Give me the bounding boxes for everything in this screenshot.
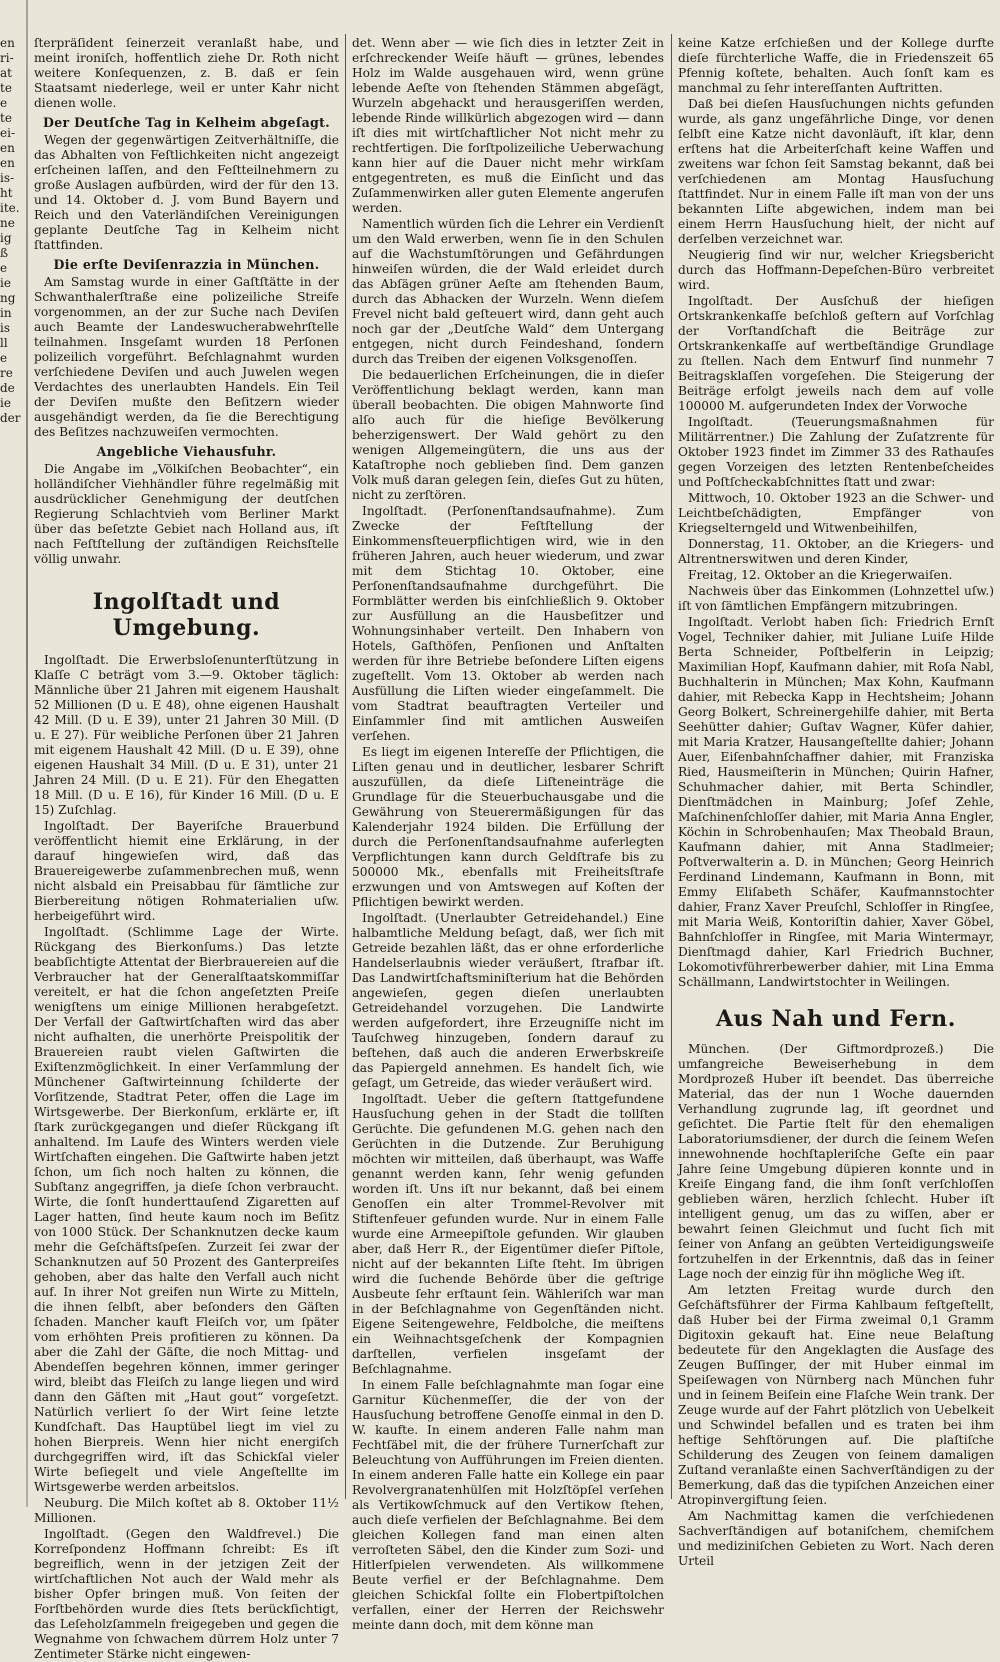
article-text: Am letzten Freitag wurde durch den Geſchäftsführer der Firma Kahlbaum feſtgeſtellt, daß Huber bei der Firma zweimal 0,1 Gramm Digitoxin gekauft hat. Eine neue Belaſtung bedeutete für den Angeklagten die Ausſage des Zeugen Buſſinger, der mit Huber einmal im Speiſewagen von Nürnberg nach München fuhr und in ſeinem Beiſein eine Flaſche Wein trank. Der Zeuge wurde auf der Fahrt plötzlich von Uebelkeit und Schwindel befallen und es traten bei ihm heftige Sehſtörungen auf. Die plaſtiſche Schilderung des Zeugen von ſeinem damaligen Zuſtand veranlaßte einen Sachverſtändigen zu der Bemerkung, daß das die typiſchen Anzeichen einer Atropinvergiftung ſeien. <box>678 1283 994 1507</box>
article-text: Daß bei dieſen Hausſuchungen nichts gefunden wurde, als ganz ungefährliche Dinge, vor denen ſelbſt eine Katze nicht davonläuft, iſt klar, denn erſtens hat die Arbeiterſchaft keine Waffen und zweitens war ſchon ſeit Samstag bekannt, daß bei verſchiedenen am Montag Hausſuchung ſtattfindet. Nur in einem Falle iſt man von der uns bekannten Liſte abgewichen, indem man bei einem Herrn Hausſuchung hielt, der nicht auf derſelben verzeichnet war. <box>678 97 994 246</box>
column-2 <box>352 36 664 1632</box>
article-text: Wegen der gegenwärtigen Zeitverhältniſſe, die das Abhalten von Feſtlichkeiten nicht angezeigt erſcheinen laſſen, and den Feſtteilnehmern zu große Auslagen aufbürden, wird der für den 13. und 14. Oktober d. J. vom Bund Bayern und Reich und den Vaterländiſchen Vereinigungen geplante Deutſche Tag in Kelheim nicht ſtattfinden. <box>34 133 339 252</box>
fragment-text: ei- <box>0 126 15 140</box>
article-text: Ingolſtadt. (Perſonenſtandsaufnahme). Zum Zwecke der Feſtſtellung der Einkommensſteuerpflichtigen wird, wie in den früheren Jahren, auch heuer wiederum, und zwar mit dem Stichtag 10. Oktober, eine Perſonenſtandsaufnahme durchgeführt. Die Formblätter werden bis einſchließlich 9. Oktober zur Ausfüllung an die Hausbeſitzer und Wohnungsinhaber verteilt. Den Inhabern von Hotels, Gaſthöfen, Penſionen und Anſtalten werden für ihre Betriebe beſondere Liſten eigens zugeſtellt. Vom 13. Oktober ab werden nach Ausfüllung die Liſten wieder eingeſammelt. Die vom Stadtrat beauftragten Verteiler und Einſammler ſind mit amtlichen Ausweiſen verſehen. <box>352 504 664 743</box>
fragment-text: te <box>0 111 12 125</box>
article-text: München. (Der Giftmordprozeß.) Die umfangreiche Beweiserhebung in dem Mordprozeß Huber iſt beendet. Das überreiche Material, das der nun 1 Woche dauernden Verhandlung zugrunde lag, iſt geordnet und geſichtet. Die Partie ſtelt für den ehemaligen Laboratoriumsdiener, der durch die ſeinem Weſen innewohnende hochſtapleriſche Geſte ein paar Jahre ſeine Umgebung düpieren konnte und in Kreiſe Eingang fand, die ihm ſonſt verſchloſſen geblieben wären, herzlich ſchlecht. Huber iſt intelligent genug, um das zu wiſſen, aber er bewahrt ſeinen Gleichmut und ſucht ſich mit ſeiner von Anfang an geübten Verteidigungsweiſe fortzuhelfen in der Erkenntnis, daß das in ſeiner Lage noch der einzig für ihn mögliche Weg iſt. <box>678 1042 994 1281</box>
article-text: Neuburg. Die Milch koſtet ab 8. Oktober 11½ Millionen. <box>34 1496 339 1525</box>
article-text: Nachweis über das Einkommen (Lohnzettel uſw.) iſt von ſämtlichen Empfängern mitzubringen. <box>678 584 994 613</box>
article-heading: Angebliche Viehausfuhr. <box>96 444 277 459</box>
article-text: Am Samstag wurde in einer Gaſtſtätte in der Schwanthalerſtraße eine polizeiliche Streife vorgenommen, an der zur Suche nach Deviſen auch Beamte der Landeswucherabwehrſtelle teilnahmen. Insgeſamt wurden 18 Perſonen polizeilich vorgeführt. Beſchlagnahmt wurden verſchiedene Deviſen und auch Juwelen wegen Verdachtes des unerlaubten Handels. Ein Teil der Deviſen mußte den Beſitzern wieder ausgehändigt werden, da ſie die Berechtigung des Beſitzes nachzuweiſen vermochten. <box>34 275 339 439</box>
fragment-text: ll <box>0 336 8 350</box>
fragment-text: re <box>0 366 13 380</box>
fragment-text: e <box>0 96 8 110</box>
column-rule <box>345 34 346 1499</box>
article-text: keine Katze erſchießen und der Kollege durfte dieſe fürchterliche Waffe, die in Friedenszeit 65 Pfennig koſtete, behalten. Auch ſonſt kam es manchmal zu ſehr intereſſanten Auftritten. <box>678 36 994 95</box>
article-text: Freitag, 12. Oktober an die Kriegerwaiſen. <box>688 568 953 582</box>
article-heading: Der Deutſche Tag in Kelheim abgeſagt. <box>43 115 330 130</box>
fragment-text: en <box>0 36 15 50</box>
fragment-text: ß <box>0 246 9 260</box>
article-text: Ingolſtadt. Der Ausſchuß der hieſigen Ortskrankenkaſſe beſchloß geſtern auf Vorſchlag der Vorſtandſchaft die Beiträge zur Ortskrankenkaſſe auf wertbeſtändige Grundlage zu ſtellen. Nach dem Entwurf ſind nunmehr 7 Beitragsklaſſen vorgeſehen. Die Steigerung der Beiträge erfolgt jeweils nach dem auf volle 100000 M. aufgerundeten Index der Vorwoche <box>678 294 994 413</box>
page-fold <box>26 0 28 1507</box>
fragment-text: de <box>0 381 15 395</box>
column-rule <box>671 34 672 1499</box>
fragment-text: ite. <box>0 201 20 215</box>
article-text: Mittwoch, 10. Oktober 1923 an die Schwer- und Leichtbeſchädigten, Empfänger von Kriegselterngeld und Witwenbeihilfen, <box>678 491 994 535</box>
article-text: ſterpräſident ſeinerzeit veranlaßt habe, und meint ironiſch, hoffentlich ziehe Dr. Roth nicht weitere Konſequenzen, z. B. daß er ſein Staatsamt niederlege, weil er unter Kahr nicht dienen wolle. <box>34 36 339 110</box>
article-text: Ingolſtadt. (Teuerungsmaßnahmen für Militärrentner.) Die Zahlung der Zuſatzrente für Oktober 1923 findet im Zimmer 33 des Rathauſes gegen Vorzeigen des letzten Rentenbeſcheides und Poſtſcheckabſchnittes ſtatt und zwar: <box>678 415 994 489</box>
article-text: Ingolſtadt. Ueber die geſtern ſtattgefundene Hausſuchung gehen in der Stadt die tollſten Gerüchte. Die gefundenen M.G. gehen nach den Gerüchten in die Dutzende. Zur Beruhigung möchten wir mitteilen, daß überhaupt, was Waffe genannt werden kann, ſehr wenig gefunden worden iſt. Uns iſt nur bekannt, daß bei einem Genoſſen ein alter Trommel-Revolver mit Stiftenfeuer gefunden wurde. Nur in einem Falle wurde eine Armeepiſtole gefunden. Wir glauben aber, daß Herr R., der Eigentümer dieſer Piſtole, nicht auf der bekannten Liſte ſteht. Im übrigen wird die ſuchende Behörde über die geſtrige Ausbeute ſehr erſtaunt ſein. Wähleriſch war man in der Beſchlagnahme von Gegenſtänden nicht. Eigene Seitengewehre, Feldbolche, die meiſtens ein Weihnachtsgeſchenk der Kompagnien darſtellen, verfielen insgeſamt der Beſchlagnahme. <box>352 1092 664 1376</box>
fragment-text: in <box>0 306 12 320</box>
fragment-text: e <box>0 261 8 275</box>
fragment-text: ie <box>0 276 11 290</box>
column-1 <box>34 36 339 1661</box>
fragment-text: at <box>0 66 12 80</box>
fragment-text: en <box>0 156 15 170</box>
fragment-text: is <box>0 321 10 335</box>
fragment-text: ri- <box>0 51 14 65</box>
fragment-text: ie <box>0 396 11 410</box>
article-text: Am Nachmittag kamen die verſchiedenen Sachverſtändigen auf botaniſchem, chemiſchem und mediziniſchen Gebieten zu Wort. Nach deren Urteil <box>678 1509 994 1568</box>
article-text: Donnerstag, 11. Oktober, an die Kriegers- und Altrentnerswitwen und deren Kinder, <box>678 537 994 566</box>
article-text: det. Wenn aber — wie ſich dies in letzter Zeit in erſchreckender Weiſe häuft — grünes, lebendes Holz im Walde ausgehauen wird, wenn grüne lebende Aeſte von ſtehenden Stämmen abgeſägt, Wurzeln abgehackt und herausgeriſſen werden, lebende Rinde willkürlich abgezogen wird — dann iſt dies mit wirtſchaftlicher Not nicht mehr zu rechtfertigen. Die forſtpolizeiliche Ueberwachung kann hier auf die Dauer nicht mehr wirkſam entgegentreten, es muß die Einſicht und das Zuſammenwirken aller guten Elemente angerufen werden. <box>352 36 664 215</box>
fragment-text: is- <box>0 171 15 185</box>
article-text: In einem Falle beſchlagnahmte man ſogar eine Garnitur Küchenmeſſer, die der von der Hausſuchung betroffene Genoſſe einmal in den D. W. kaufte. In einem anderen Falle nahm man Fechtſäbel mit, die der frühere Turnerſchaft zur Beleuchtung von Aufführungen im Freien dienten. In einem anderen Falle hatte ein Kollege ein paar Revolvergranatenhülſen mit Holzſtöpſel verſehen als Vertikowſchmuck auf den Vertikow ſtehen, auch dieſe verfielen der Beſchlagnahme. Bei dem gleichen Kollegen fand man einen alten verroſteten Säbel, den die Kinder zum Sozi- und Hitlerſpielen verwendeten. Als willkommene Beute verfiel er der Beſchlagnahme. Dem gleichen Schickſal ſollte ein Flobertpiſtolchen verfallen, einer der Herren der Reichswehr meinte dann doch, mit dem könne man <box>352 1378 664 1632</box>
article-text: Ingolſtadt. Der Bayeriſche Brauerbund veröffentlicht hiemit eine Erklärung, in der darauf hingewieſen wird, daß das Brauereigewerbe zuſammenbrechen muß, wenn nicht alsbald ein Preisabbau für ſämtliche zur Bierbereitung nötigen Rohmaterialien uſw. herbeigeführt wird. <box>34 819 339 923</box>
article-text: Die Angabe im „Völkiſchen Beobachter“, ein holländiſcher Viehhändler führe regelmäßig mit ausdrücklicher Genehmigung der deutſchen Regierung Schlachtvieh vom Berliner Markt über das beſetzte Gebiet nach Holland aus, iſt nach Feſtſtellung der zuſtändigen Reichsſtelle völlig unwahr. <box>34 462 339 566</box>
column-3 <box>678 36 994 1568</box>
article-text: Namentlich würden ſich die Lehrer ein Verdienſt um den Wald erwerben, wenn ſie in den Schulen auf die Wachstumſtörungen und Gefährdungen hinweiſen würden, die der Wald erleidet durch das Abſägen grüner Aeſte am ſtehenden Baum, durch das Abhacken der Wurzeln. Wenn dieſem Frevel nicht bald geſteuert wird, dann geht auch noch gar der „Deutſche Wald“ dem Untergang entgegen, nicht durch Feindeshand, ſondern durch das Treiben der eigenen Volksgenoſſen. <box>352 217 664 366</box>
fragment-text: te <box>0 81 12 95</box>
section-heading: Ingolſtadt und Umgebung. <box>92 589 281 641</box>
section-heading: Aus Nah und Fern. <box>715 1006 957 1032</box>
article-text: Ingolſtadt. Verlobt haben ſich: Friedrich Ernſt Vogel, Techniker dahier, mit Juliane Luiſe Hilde Berta Schneider, Poſtbelferin in Leipzig; Maximilian Hopf, Kaufmann dahier, mit Roſa Nabl, Buchhalterin in München; Max Kohn, Kaufmann dahier, mit Rebecka Kapp in Hechtsheim; Johann Georg Bolkert, Schreinergehilfe dahier, mit Berta Seehütter dahier; Guſtav Wagner, Küfer dahier, mit Maria Kratzer, Hausangeſtellte dahier; Johann Auer, Eiſenbahnſchaffner dahier, mit Franziska Ried, Hausmeiſterin in München; Quirin Hafner, Schuhmacher dahier, mit Berta Schindler, Dienſtmädchen in Mainburg; Joſef Zehle, Maſchinenſchloſſer dahier, mit Maria Anna Engler, Köchin in Schrobenhauſen; Max Theobald Braun, Kaufmann dahier, mit Anna Stadlmeier; Poſtverwalterin a. D. in München; Georg Heinrich Ferdinand Lindemann, Kaufmann in Bonn, mit Emmy Eliſabeth Schäfer, Kaufmannstochter dahier, Franz Xaver Preuſchl, Schloſſer in Ringſee, mit Maria Weiß, Kontoriſtin dahier, Xaver Göbel, Bahnſchloſſer in Ringſee, mit Maria Wintermayr, Dienſtmagd dahier, Karl Friedrich Buchner, Lokomotivführerbewerber dahier, mit Lina Emma Schällmann, Landwirtstochter in Weilingen. <box>678 615 994 989</box>
fragment-text: e <box>0 351 8 365</box>
fragment-text: der <box>0 411 21 425</box>
fragment-text: ig <box>0 231 12 245</box>
article-text: Ingolſtadt. Die Erwerbsloſenunterſtützung in Klaſſe C beträgt vom 3.—9. Oktober täglich: Männliche über 21 Jahren mit eigenem Haushalt 52 Millionen (D u. E 48), ohne eigenen Haushalt 42 Mill. (D u. E 39), unter 21 Jahren 30 Mill. (D u. E 27). Für weibliche Perſonen über 21 Jahren mit eigenem Haushalt 42 Mill. (D u. E 39), ohne eigenen Haushalt 34 Mill. (D u. E 31), unter 21 Jahren 24 Mill. (D u. E 21). Für den Ehegatten 18 Mill. (D u. E 16), für Kinder 16 Mill. (D u. E 15) Zuſchlag. <box>34 653 339 817</box>
article-text: Ingolſtadt. (Unerlaubter Getreidehandel.) Eine halbamtliche Meldung beſagt, daß, wer ſich mit Getreide bezahlen läßt, das er ohne erforderliche Handelserlaubnis wieder veräußert, ſtrafbar iſt. Das Landwirtſchaftsminiſterium hat die Behörden angewieſen, gegen dieſen unerlaubten Getreidehandel vorzugehen. Die Landwirte werden aufgefordert, ihre Erzeugniſſe nicht im Tauſchweg hinzugeben, ſondern darauf zu beſtehen, daß auch die anderen Erwerbskreiſe das Papiergeld annehmen. Es handelt ſich, wie geſagt, um Getreide, das wieder veräußert wird. <box>352 911 664 1090</box>
article-text: Ingolſtadt. (Schlimme Lage der Wirte. Rückgang des Bierkonſums.) Das letzte beabſichtigte Attentat der Bierbrauereien auf die Verbraucher hat der Generalſtaatskommiſſar vereitelt, er hat die ſchon angeſetzten Preiſe wenigſtens um einige Millionen herabgeſetzt. Der Verfall der Gaſtwirtſchaften wird das aber nicht aufhalten, die unerhörte Preispolitik der Brauereien raubt vielen Gaſtwirten die Exiſtenzmöglichkeit. In einer Verſammlung der Münchener Gaſtwirteinnung ſchilderte der Vorſitzende, Stadtrat Peter, offen die Lage im Wirtsgewerbe. Der Bierkonſum, erklärte er, iſt ſtark zurückgegangen und dieſer Rückgang iſt anhaltend. Im Laufe des Winters werden viele Wirtſchaften eingehen. Die Gaſtwirte haben jetzt ſchon, um ſich noch halten zu können, die Subſtanz angegriffen, ja dieſe ſchon verbraucht. Wirte, die ſonſt hunderttauſend Zigaretten auf Lager hatten, ſind heute kaum noch im Beſitz von 1000 Stück. Der Schanknutzen decke kaum mehr die Geſchäftsſpeſen. Zurzeit ſei zwar der Schanknutzen auf 50 Prozent des Ganterpreiſes gehoben, aber das halte den Verfall auch nicht auf. In ihrer Not greifen nun Wirte zu Mitteln, die ihnen ſelbſt, aber beſonders den Gäſten ſchaden. Mancher kauft Fleiſch vor, um ſpäter vom erhöhten Preis profitieren zu können. Da aber die Zahl der Gäſte, die noch Mittag- und Abendeſſen begehren können, immer geringer wird, bleibt das Fleiſch zu lange liegen und wird dann den Gäſten mit „Haut gout“ vorgeſetzt. Natürlich verliert ſo der Wirt ſeine letzte Kundſchaft. Das Hauptübel liegt im viel zu hohen Bierpreis. Wenn hier nicht energiſch durchgegriffen wird, iſt das Schickſal vieler Wirte beſiegelt und viele Angeſtellte im Wirtsgewerbe werden arbeitslos. <box>34 925 339 1494</box>
article-text: Neugierig ſind wir nur, welcher Kriegsbericht durch das Hoffmann-Depeſchen-Büro verbreitet wird. <box>678 248 994 292</box>
fragment-text: ne <box>0 216 15 230</box>
article-text: Die bedauerlichen Erſcheinungen, die in dieſer Veröffentlichung beklagt werden, kann man überall beobachten. Die obigen Mahnworte ſind alſo auch für die hieſige Bevölkerung beherzigenswert. Der Wald gehört zu den wenigen Allgemeingütern, die uns aus der Kataſtrophe noch geblieben ſind. Dem ganzen Volk muß daran gelegen ſein, dieſes Gut zu hüten, nicht zu zerſtören. <box>352 368 664 502</box>
article-text: Es liegt im eigenen Intereſſe der Pflichtigen, die Liſten genau und in deutlicher, lesbarer Schrift auszufüllen, da dieſe Liſteneinträge die Grundlage für die Steuerbuchausgabe und die Gewährung von Steuerermäßigungen für das Kalenderjahr 1924 bilden. Die Erfüllung der durch die Perſonenſtandsaufnahme auferlegten Verpflichtungen kann durch Geldſtrafe bis zu 500000 Mk., ebenfalls mit Freiheitsſtrafe erzwungen und von Amtswegen auf Koſten der Pflichtigen bewirkt werden. <box>352 745 664 909</box>
fragment-text: ht <box>0 186 13 200</box>
article-text: Ingolſtadt. (Gegen den Waldfrevel.) Die Korreſpondenz Hoffmann ſchreibt: Es iſt begreiflich, wenn in der jetzigen Zeit der wirtſchaftlichen Not auch der Wald mehr als bisher Opfer bringen muß. Von ſeiten der Forſtbehörden wurde dies ſtets berückſichtigt, das Leſeholzſammeln freigegeben und gegen die Wegnahme von ſchwachem dürrem Holz unter 7 Zentimeter Stärke nicht eingewen- <box>34 1527 339 1661</box>
cut-off-column-fragments <box>0 36 24 1499</box>
fragment-text: en <box>0 141 15 155</box>
fragment-text: ng <box>0 291 16 305</box>
article-heading: Die erſte Deviſenrazzia in München. <box>53 257 320 272</box>
